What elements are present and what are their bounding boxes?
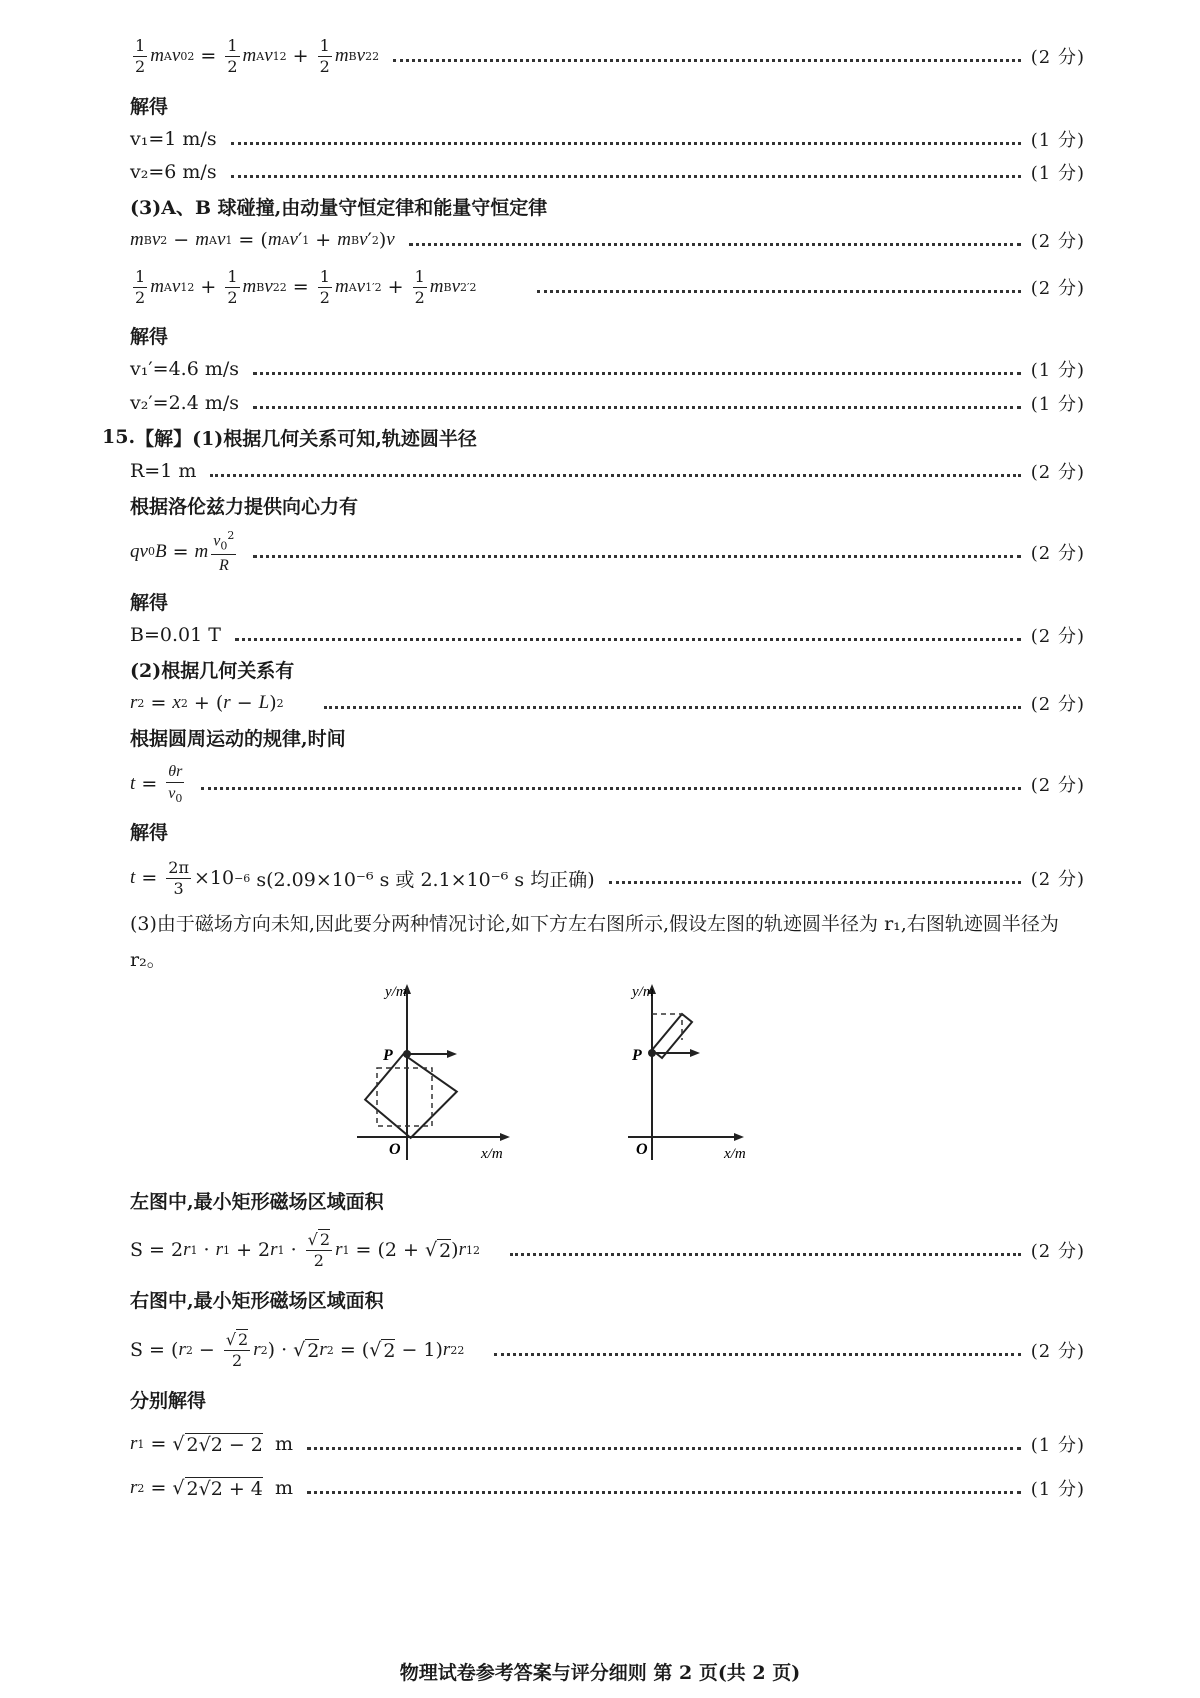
v1-result-line — [130, 122, 1085, 156]
score: (2 分) — [1030, 1341, 1085, 1362]
x-axis-arrow — [734, 1133, 744, 1141]
score: (1 分) — [1030, 1479, 1085, 1500]
lorentz-heading — [130, 488, 1085, 522]
lorentz-equation: q v 0 B = m $\frac{v_0^2}{R}$ — [130, 529, 235, 574]
left-figure-heading — [130, 1183, 1085, 1217]
b-result-line — [130, 618, 1085, 652]
right-figure-text: 右图中,最小矩形磁场区域面积 — [130, 1289, 384, 1312]
energy-equation2-line — [130, 259, 1085, 315]
r2-result-line — [130, 1460, 1085, 1516]
leader-dots — [253, 372, 1021, 375]
r1-result: r 1 = √ 2√2 − 2 m — [130, 1433, 293, 1456]
y-axis-label: y/m — [632, 984, 654, 1000]
solve-label — [130, 318, 1085, 352]
score: (1 分) — [1030, 360, 1085, 381]
radius-result: R=1 m — [130, 460, 197, 482]
velocity-arrowhead — [690, 1049, 700, 1057]
x-axis-arrow — [500, 1133, 510, 1141]
score: (2 分) — [1030, 775, 1085, 796]
q15-heading — [102, 420, 1085, 454]
x-axis-label: x/m — [481, 1146, 503, 1162]
left-trajectory-figure — [355, 980, 525, 1165]
left-area-equation: S = 2 r 1 · r 1 + 2 r 1 · $\frac{√ 2}{2}$ r 1 = (2 + √ 2 ) r 1 2 — [130, 1229, 480, 1270]
velocity-arrowhead — [447, 1050, 457, 1058]
solve-label — [130, 584, 1085, 618]
energy-equation-line — [130, 28, 1085, 84]
score: (2 分) — [1030, 694, 1085, 715]
solve-label — [130, 814, 1085, 848]
geometry-equation-line — [130, 686, 1085, 720]
score: (2 分) — [1030, 543, 1085, 564]
score: (2 分) — [1030, 626, 1085, 647]
leader-dots — [253, 555, 1020, 558]
lorentz-equation-line — [130, 524, 1085, 580]
momentum-equation-line — [130, 223, 1085, 257]
q15-part1-text: (1)根据几何关系可知,轨迹圆半径 — [192, 427, 477, 450]
solve-label — [130, 88, 1085, 122]
q15-number: 15. — [102, 426, 136, 448]
right-area-line — [130, 1322, 1085, 1378]
r2-result: r 2 = √ 2√2 + 4 m — [130, 1477, 293, 1500]
score: (1 分) — [1030, 394, 1085, 415]
leader-dots — [235, 638, 1021, 641]
score: (2 分) — [1030, 869, 1085, 890]
page-footer: 物理试卷参考答案与评分细则 第 2 页(共 2 页) — [399, 1662, 801, 1684]
leader-dots — [231, 175, 1021, 178]
v1prime-result: v₁′=4.6 m/s — [130, 358, 240, 380]
right-trajectory-figure — [620, 980, 760, 1165]
rectangle-region — [652, 1014, 692, 1058]
solve-text: 解得 — [130, 95, 169, 118]
score: (2 分) — [1030, 278, 1085, 299]
solve-text: 解得 — [130, 821, 169, 844]
leader-dots — [210, 474, 1020, 477]
part2-heading — [130, 652, 1085, 686]
left-figure-text: 左图中,最小矩形磁场区域面积 — [130, 1190, 384, 1213]
leader-dots — [409, 243, 1021, 246]
leader-dots — [307, 1447, 1021, 1450]
part3-paragraph: (3)由于磁场方向未知,因此要分两种情况讨论,如下方左右图所示,假设左图的轨迹圆半径为 r₁,右图轨迹圆半径为 r₂。 — [130, 913, 1059, 971]
circular-motion-text: 根据圆周运动的规律,时间 — [130, 727, 346, 750]
radius-line — [130, 454, 1085, 488]
circular-motion-heading — [130, 720, 1085, 754]
separate-solve-heading — [130, 1382, 1085, 1416]
solve-text: 解得 — [130, 591, 169, 614]
time-equation: t = $\frac{\theta r}{v_0}$ — [130, 763, 183, 806]
leader-dots — [201, 787, 1020, 790]
v1-result: v₁=1 m/s — [130, 128, 217, 150]
score: (2 分) — [1030, 47, 1085, 68]
solve-text: 解得 — [130, 325, 169, 348]
leader-dots — [231, 142, 1021, 145]
score: (2 分) — [1030, 1241, 1085, 1262]
energy-equation: $\frac{1}{2}$ m A v 0 2 = $\frac{1}{2}$ m A v 1 2 + $\frac{1}{2}$ m B v 2 2 — [135, 35, 380, 76]
right-area-equation: S = ( r 2 − $\frac{√ 2}{2}$ r 2 ) · √ 2 r 2 = (√ 2 − 1) r 2 2 — [130, 1329, 465, 1370]
score: (1 分) — [1030, 1435, 1085, 1456]
leader-dots — [510, 1253, 1021, 1256]
leader-dots — [537, 290, 1021, 293]
right-figure-heading — [130, 1282, 1085, 1316]
score: (1 分) — [1030, 130, 1085, 151]
leader-dots — [324, 706, 1021, 709]
left-area-line — [130, 1222, 1085, 1278]
x-axis-label: x/m — [724, 1146, 746, 1162]
v2-result: v₂=6 m/s — [130, 161, 217, 183]
leader-dots — [253, 406, 1021, 409]
leader-dots — [307, 1491, 1021, 1494]
part3-text: (3)A、B 球碰撞,由动量守恒定律和能量守恒定律 — [130, 196, 548, 219]
origin-label: O — [636, 1141, 648, 1158]
lorentz-text: 根据洛伦兹力提供向心力有 — [130, 495, 359, 518]
energy-equation-2: $\frac{1}{2}$ m A v 1 2 + $\frac{1}{2}$ m B v 2 2 = $\frac{1}{2}$ m A v 1 ′2 + $\frac{1}{2}$ m B v 2 ′2 — [135, 266, 477, 307]
v2prime-result: v₂′=2.4 m/s — [130, 392, 240, 414]
score: (1 分) — [1030, 163, 1085, 184]
leader-dots — [393, 59, 1021, 62]
v1prime-result-line — [130, 352, 1085, 386]
separate-solve-text: 分别解得 — [130, 1389, 207, 1412]
q15-tag: 【解】 — [135, 427, 193, 450]
part3-heading — [130, 189, 1085, 223]
geometry-equation: r 2 = x 2 + ( r − L ) 2 — [130, 692, 284, 714]
time-result-tail: s(2.09×10⁻⁶ s 或 2.1×10⁻⁶ s 均正确) — [256, 868, 595, 891]
p-label: P — [632, 1047, 642, 1064]
v2prime-result-line — [130, 386, 1085, 420]
leader-dots — [609, 881, 1021, 884]
time-result: t = $\frac{2\pi}{3}$ ×10 −6 s(2.09×10⁻⁶ s 或 2.1×10⁻⁶ s 均正确) — [130, 857, 595, 898]
score: (2 分) — [1030, 231, 1085, 252]
score: (2 分) — [1030, 462, 1085, 483]
p-label: P — [383, 1047, 393, 1064]
y-axis-label: y/m — [385, 984, 407, 1000]
origin-label: O — [389, 1141, 401, 1158]
v2-result-line — [130, 155, 1085, 189]
part2-text: (2)根据几何关系有 — [130, 659, 295, 682]
leader-dots — [494, 1353, 1020, 1356]
b-result: B=0.01 T — [130, 624, 221, 646]
time-equation-line — [130, 756, 1085, 812]
time-result-line — [130, 850, 1085, 906]
momentum-equation: m B v 2 − m A v 1 = ( m A v ′ 1 + m B v ′ 2 ) v — [130, 229, 395, 251]
